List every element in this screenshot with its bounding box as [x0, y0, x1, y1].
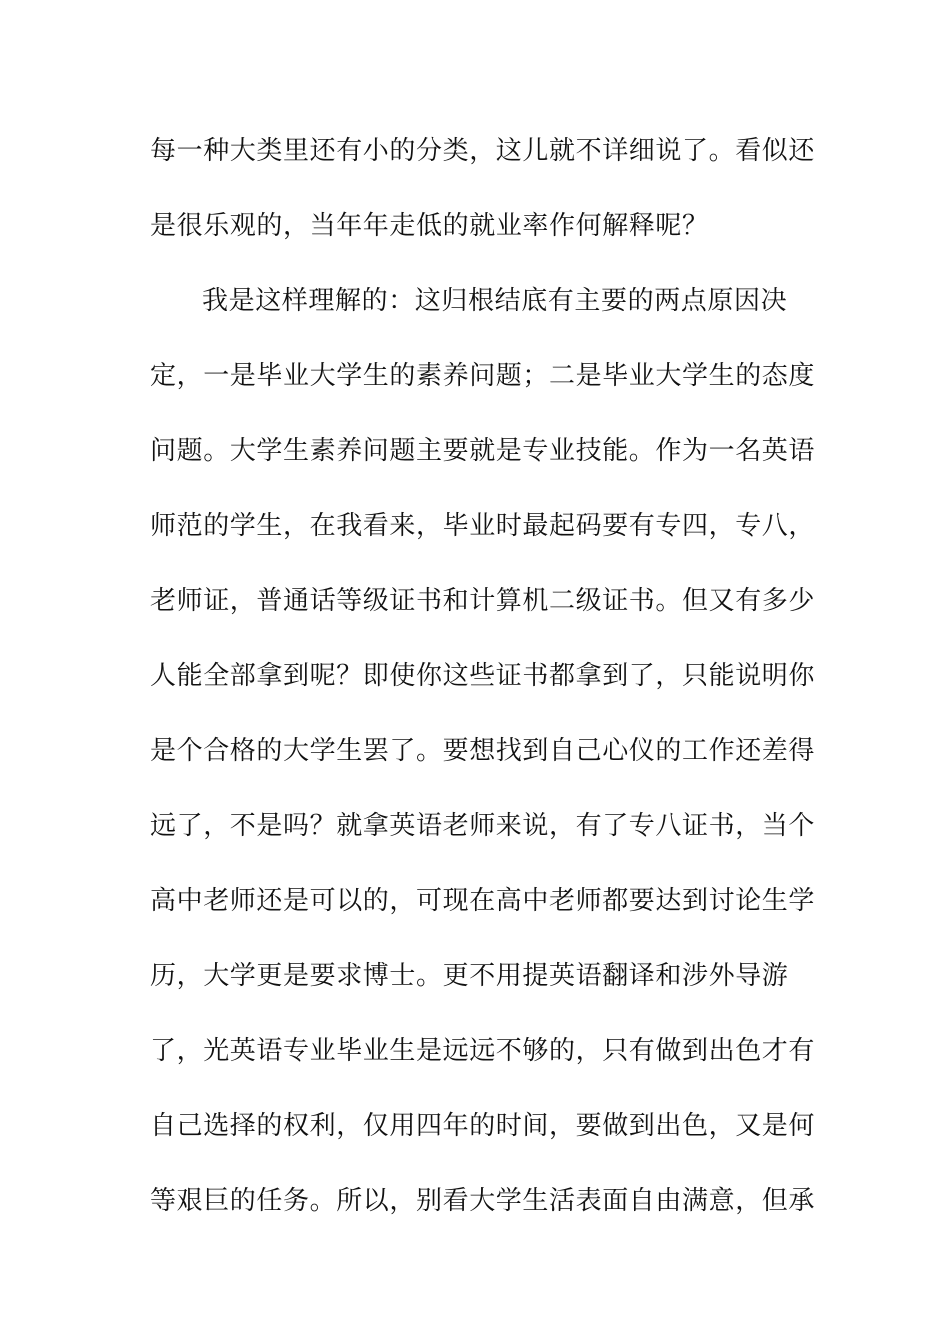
text-line: 老师证，普通话等级证书和计算机二级证书。但又有多少 [150, 586, 816, 616]
text-line: 每一种大类里还有小的分类，这儿就不详细说了。看似还 [150, 136, 816, 166]
text-line: 师范的学生，在我看来，毕业时最起码要有专四，专八， [150, 511, 816, 541]
text-line: 历，大学更是要求博士。更不用提英语翻译和涉外导游 [150, 961, 789, 991]
text-line: 是个合格的大学生罢了。要想找到自己心仪的工作还差得 [150, 736, 816, 766]
text-line: 了，光英语专业毕业生是远远不够的，只有做到出色才有 [150, 1036, 816, 1066]
text-line: 定，一是毕业大学生的素养问题；二是毕业大学生的态度 [150, 361, 816, 391]
text-line: 远了，不是吗？就拿英语老师来说，有了专八证书，当个 [150, 811, 816, 841]
body-text [150, 128, 816, 1253]
paragraph-start-line: 我是这样理解的：这归根结底有主要的两点原因决 [202, 286, 788, 316]
text-line: 问题。大学生素养问题主要就是专业技能。作为一名英语 [150, 436, 816, 466]
text-line: 自己选择的权利，仅用四年的时间，要做到出色，又是何 [150, 1111, 816, 1141]
text-line: 人能全部拿到呢？即使你这些证书都拿到了，只能说明你 [150, 661, 816, 691]
text-line: 高中老师还是可以的，可现在高中老师都要达到讨论生学 [150, 886, 816, 916]
text-line: 等艰巨的任务。所以，别看大学生活表面自由满意，但承 [150, 1186, 816, 1216]
text-line: 是很乐观的，当年年走低的就业率作何解释呢？ [150, 211, 709, 241]
